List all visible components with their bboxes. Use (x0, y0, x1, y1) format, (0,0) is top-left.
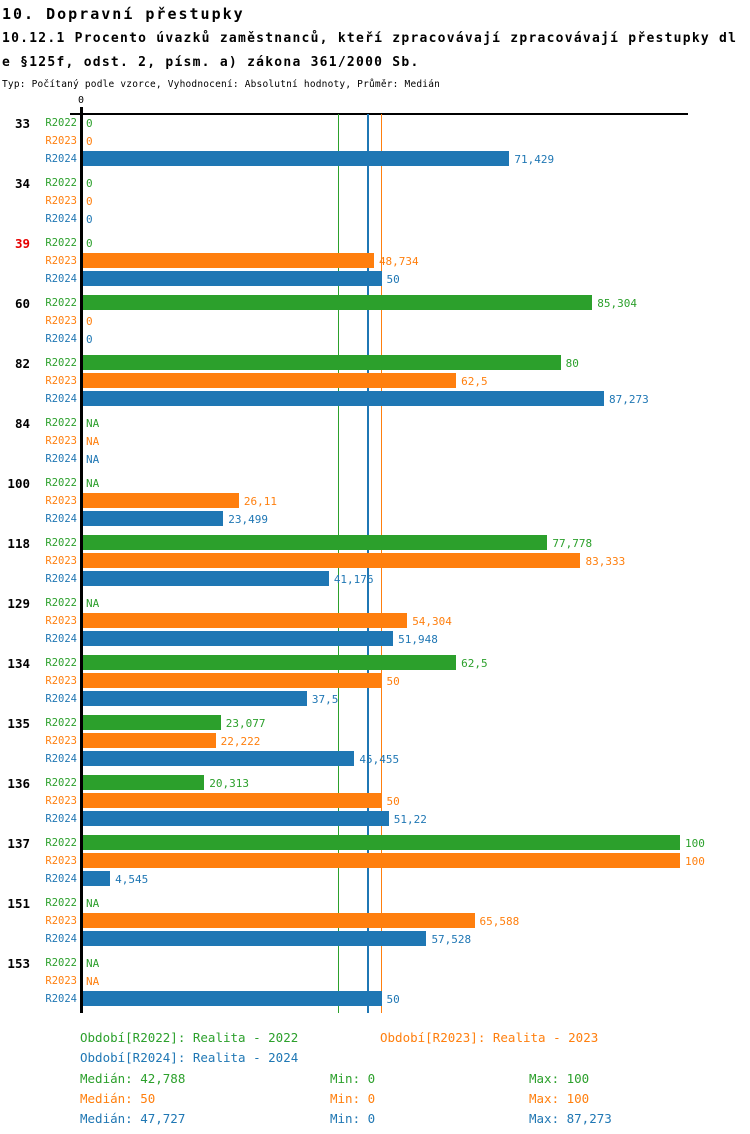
series-label-r2022-135: R2022 (45, 717, 77, 729)
value-label-r2024-60: 0 (86, 333, 93, 346)
series-label-r2022-100: R2022 (45, 477, 77, 489)
series-label-r2023-136: R2023 (45, 795, 77, 807)
series-label-r2023-82: R2023 (45, 375, 77, 387)
series-label-r2022-60: R2022 (45, 297, 77, 309)
value-label-r2024-84: NA (86, 453, 100, 466)
series-label-r2023-153: R2023 (45, 975, 77, 987)
chart-subtitle-line1: 10.12.1 Procento úvazků zaměstnanců, kteří zpracovávají zpracovávají přestupky dl (2, 31, 738, 46)
series-label-r2024-136: R2024 (45, 813, 77, 825)
category-label-151: 151 (7, 896, 30, 911)
bar-r2023-137 (83, 853, 680, 868)
bar-r2022-118 (83, 535, 547, 550)
series-label-r2023-137: R2023 (45, 855, 77, 867)
bar-r2023-136 (83, 793, 382, 808)
category-label-39: 39 (14, 236, 30, 251)
bar-r2024-118 (83, 571, 329, 586)
category-label-100: 100 (7, 476, 30, 491)
value-label-r2022-33: 0 (86, 117, 93, 130)
value-label-r2022-60: 85,304 (597, 297, 637, 310)
series-label-r2022-151: R2022 (45, 897, 77, 909)
series-label-r2022-153: R2022 (45, 957, 77, 969)
series-label-r2024-100: R2024 (45, 513, 77, 525)
value-label-r2023-129: 54,304 (412, 615, 452, 628)
value-label-r2022-136: 20,313 (209, 777, 250, 790)
value-label-r2022-153: NA (86, 957, 100, 970)
x-axis-line (70, 113, 688, 115)
series-label-r2022-84: R2022 (45, 417, 77, 429)
chart-subtitle-line2: e §125f, odst. 2, písm. a) zákona 361/2000 Sb. (2, 55, 420, 70)
value-label-r2024-129: 51,948 (398, 633, 438, 646)
series-label-r2024-134: R2024 (45, 693, 77, 705)
series-label-r2024-153: R2024 (45, 993, 77, 1005)
series-label-r2022-134: R2022 (45, 657, 77, 669)
category-label-135: 135 (7, 716, 30, 731)
bar-r2024-151 (83, 931, 426, 946)
x-axis-tick-zero-label: 0 (77, 95, 85, 106)
bar-r2024-82 (83, 391, 604, 406)
series-label-r2022-118: R2022 (45, 537, 77, 549)
category-label-129: 129 (7, 596, 30, 611)
bar-r2023-118 (83, 553, 580, 568)
bar-r2024-137 (83, 871, 110, 886)
value-label-r2024-135: 45,455 (359, 753, 400, 766)
series-label-r2022-33: R2022 (45, 117, 77, 129)
category-label-137: 137 (7, 836, 30, 851)
bar-r2024-153 (83, 991, 382, 1006)
series-label-r2024-84: R2024 (45, 453, 77, 465)
value-label-r2024-34: 0 (86, 213, 93, 226)
legend-entry-r2022: Období[R2022]: Realita - 2022 (80, 1030, 299, 1045)
stat-median-r2022: Medián: 42,788 (80, 1071, 186, 1086)
stat-min-r2024: Min: 0 (330, 1111, 376, 1126)
value-label-r2023-39: 48,734 (378, 255, 419, 268)
series-label-r2022-39: R2022 (45, 237, 77, 249)
category-label-34: 34 (14, 176, 30, 191)
value-label-r2024-33: 71,429 (514, 153, 555, 166)
legend-entry-r2023: Období[R2023]: Realita - 2023 (380, 1030, 599, 1045)
series-label-r2023-34: R2023 (45, 195, 77, 207)
series-label-r2024-39: R2024 (45, 273, 77, 285)
series-label-r2022-129: R2022 (45, 597, 77, 609)
category-label-60: 60 (14, 296, 30, 311)
stat-max-r2023: Max: 100 (529, 1091, 590, 1106)
value-label-r2024-39: 50 (386, 273, 400, 286)
value-label-r2023-60: 0 (86, 315, 93, 328)
value-label-r2022-134: 62,5 (461, 657, 488, 670)
value-label-r2023-33: 0 (86, 135, 93, 148)
value-label-r2023-84: NA (86, 435, 100, 448)
value-label-r2024-100: 23,499 (228, 513, 269, 526)
value-label-r2023-34: 0 (86, 195, 93, 208)
legend-entry-r2024: Období[R2024]: Realita - 2024 (80, 1050, 299, 1065)
stat-max-r2024: Max: 87,273 (529, 1111, 612, 1126)
series-label-r2023-118: R2023 (45, 555, 77, 567)
value-label-r2024-137: 4,545 (115, 873, 149, 886)
category-label-136: 136 (7, 776, 30, 791)
value-label-r2024-136: 51,22 (393, 813, 427, 826)
value-label-r2022-135: 23,077 (225, 717, 266, 730)
series-label-r2023-135: R2023 (45, 735, 77, 747)
bar-r2024-39 (83, 271, 382, 286)
category-label-118: 118 (7, 536, 30, 551)
chart-meta-line: Typ: Počítaný podle vzorce, Vyhodnocení: Absolutní hodnoty, Průměr: Medián (2, 79, 441, 90)
series-label-r2024-118: R2024 (45, 573, 77, 585)
series-label-r2023-134: R2023 (45, 675, 77, 687)
series-label-r2022-34: R2022 (45, 177, 77, 189)
value-label-r2022-100: NA (86, 477, 100, 490)
bar-r2023-82 (83, 373, 456, 388)
category-label-33: 33 (14, 116, 30, 131)
series-label-r2023-39: R2023 (45, 255, 77, 267)
bar-r2023-135 (83, 733, 216, 748)
value-label-r2024-118: 41,176 (333, 573, 374, 586)
stat-median-r2023: Medián: 50 (80, 1091, 156, 1106)
bar-r2024-100 (83, 511, 223, 526)
series-label-r2022-136: R2022 (45, 777, 77, 789)
bar-r2024-135 (83, 751, 354, 766)
series-label-r2024-34: R2024 (45, 213, 77, 225)
bar-r2024-33 (83, 151, 509, 166)
series-label-r2024-151: R2024 (45, 933, 77, 945)
stat-median-r2024: Medián: 47,727 (80, 1111, 186, 1126)
value-label-r2024-151: 57,528 (431, 933, 472, 946)
stat-max-r2022: Max: 100 (529, 1071, 590, 1086)
value-label-r2022-151: NA (86, 897, 100, 910)
category-label-153: 153 (7, 956, 30, 971)
bar-r2022-137 (83, 835, 680, 850)
bar-r2023-129 (83, 613, 407, 628)
value-label-r2023-153: NA (86, 975, 100, 988)
series-label-r2023-84: R2023 (45, 435, 77, 447)
series-label-r2023-129: R2023 (45, 615, 77, 627)
category-label-82: 82 (14, 356, 30, 371)
value-label-r2022-137: 100 (685, 837, 705, 850)
stat-min-r2023: Min: 0 (330, 1091, 376, 1106)
series-label-r2023-151: R2023 (45, 915, 77, 927)
series-label-r2024-137: R2024 (45, 873, 77, 885)
value-label-r2023-134: 50 (386, 675, 400, 688)
series-label-r2024-82: R2024 (45, 393, 77, 405)
bar-r2022-134 (83, 655, 456, 670)
bar-r2024-134 (83, 691, 307, 706)
series-label-r2022-82: R2022 (45, 357, 77, 369)
value-label-r2024-153: 50 (386, 993, 400, 1006)
value-label-r2023-151: 65,588 (479, 915, 520, 928)
bar-r2022-136 (83, 775, 204, 790)
category-label-84: 84 (14, 416, 30, 431)
page-title: 10. Dopravní přestupky (2, 5, 245, 23)
value-label-r2022-118: 77,778 (552, 537, 593, 550)
value-label-r2024-82: 87,273 (609, 393, 649, 406)
bar-r2022-60 (83, 295, 592, 310)
series-label-r2022-137: R2022 (45, 837, 77, 849)
value-label-r2024-134: 37,5 (311, 693, 339, 706)
series-label-r2024-33: R2024 (45, 153, 77, 165)
bar-r2022-135 (83, 715, 221, 730)
bar-r2023-134 (83, 673, 382, 688)
value-label-r2023-136: 50 (386, 795, 400, 808)
value-label-r2022-39: 0 (86, 237, 93, 250)
bar-r2023-151 (83, 913, 475, 928)
value-label-r2023-137: 100 (685, 855, 705, 868)
bar-r2022-82 (83, 355, 561, 370)
value-label-r2022-82: 80 (565, 357, 579, 370)
series-label-r2024-129: R2024 (45, 633, 77, 645)
value-label-r2023-100: 26,11 (243, 495, 277, 508)
stat-min-r2022: Min: 0 (330, 1071, 376, 1086)
value-label-r2022-129: NA (86, 597, 100, 610)
value-label-r2023-118: 83,333 (585, 555, 626, 568)
value-label-r2023-135: 22,222 (220, 735, 261, 748)
series-label-r2024-60: R2024 (45, 333, 77, 345)
value-label-r2022-84: NA (86, 417, 100, 430)
value-label-r2022-34: 0 (86, 177, 93, 190)
series-label-r2023-100: R2023 (45, 495, 77, 507)
series-label-r2023-60: R2023 (45, 315, 77, 327)
bar-r2024-129 (83, 631, 393, 646)
category-label-134: 134 (7, 656, 30, 671)
series-label-r2023-33: R2023 (45, 135, 77, 147)
bar-r2023-39 (83, 253, 374, 268)
bar-r2023-100 (83, 493, 239, 508)
value-label-r2023-82: 62,5 (461, 375, 488, 388)
bar-r2024-136 (83, 811, 389, 826)
series-label-r2024-135: R2024 (45, 753, 77, 765)
